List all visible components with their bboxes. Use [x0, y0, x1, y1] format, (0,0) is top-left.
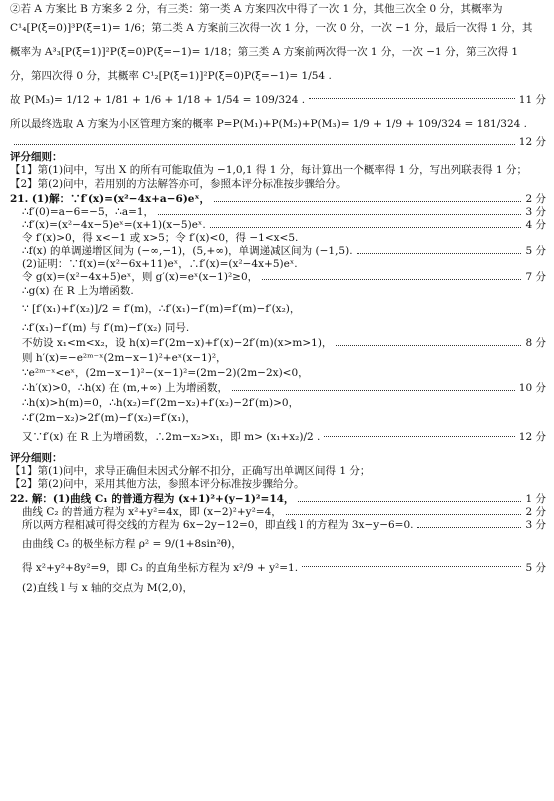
score-mark: 11 分: [518, 93, 546, 106]
solution-line: ∴h(x)>h(m)=0，∴h(x₂)=f′(2m−x₂)+f′(x₂)−2f′(m)>0，: [22, 397, 300, 410]
leader-dots: [158, 214, 521, 215]
grading-rules-heading: 评分细则：: [10, 151, 63, 164]
solution-line: 所以最终选取 A 方案为小区管理方案的概率 P=P(M₁)+P(M₂)+P(M₃)= 1/9 + 1/9 + 109/324 = 181/324 .: [10, 117, 527, 130]
score-line: [10, 245, 546, 258]
score-line: [10, 519, 546, 532]
solution-line: (2)直线 l 与 x 轴的交点为 M(2,0)，: [22, 582, 193, 595]
solution-line: 由曲线 C₃ 的极坐标方程 ρ² = 9/(1+8sin²θ)，: [22, 537, 242, 550]
solution-line: 又∵f′(x) 在 R 上为增函数，∴2m−x₂>x₁，即 m> (x₁+x₂)/2 .: [22, 430, 321, 443]
leader-dots: [336, 345, 521, 346]
score-line: [10, 219, 546, 232]
solution-line: 分，第四次得 0 分，其概率 C¹₂[P(ξ=1)]²P(ξ=0)P(ξ=−1)= 1/54 .: [10, 69, 332, 82]
solution-line: ∵ [f′(x₁)+f′(x₂)]/2 = f′(m)，∴f′(x₁)−f′(m)=f′(m)−f′(x₂)，: [22, 303, 301, 316]
leader-dots: [210, 227, 522, 228]
score-line: [10, 506, 546, 519]
score-mark: 12 分: [518, 136, 546, 149]
solution-line: ②若 A 方案比 B 方案多 2 分，有三类：第一类 A 方案四次中得了一次 1 分，其他三次全 0 分，其概率为: [10, 3, 503, 15]
solution-line: ∴g(x) 在 R 上为增函数.: [22, 284, 134, 297]
solution-line: ∵e²ᵐ⁻ˣ<eˣ，(2m−x−1)²−(x−1)²=(2m−2)(2m−2x)<0，: [22, 367, 309, 379]
score-line: [10, 382, 546, 395]
solution-line: 曲线 C₂ 的普通方程为 x²+y²=4x，即 (x−2)²+y²=4，: [22, 506, 282, 518]
question-21-start: 21. (1)解：∵f′(x)=(x²−4x+a−6)eˣ，: [10, 192, 210, 205]
grading-rule: 【1】第(1)问中，写出 X 的所有可能取值为 −1,0,1 得 1 分，每计算出一个概率得 1 分，写出列联表得 1 分；: [10, 164, 527, 177]
score-mark: 8 分: [525, 336, 546, 349]
solution-line: 令 f′(x)>0，得 x<−1 或 x>5；令 f′(x)<0，得 −1<x<5.: [22, 232, 299, 244]
score-mark: 3 分: [525, 519, 546, 532]
score-line: [10, 136, 546, 149]
solution-line: 所以两方程相减可得交线的方程为 6x−2y−12=0，即直线 l 的方程为 3x−y−6=0.: [22, 519, 414, 532]
solution-line: 得 x²+y²+8y²=9，即 C₃ 的直角坐标方程为 x²/9 + y²=1.: [22, 561, 299, 574]
leader-dots: [302, 566, 521, 567]
score-line: [10, 193, 546, 206]
leader-dots: [286, 514, 522, 515]
score-mark: 2 分: [525, 192, 546, 205]
solution-line: ∴f(x) 的单调递增区间为 (−∞,−1)，(5,+∞)，单调递减区间为 (−1,5).: [22, 245, 353, 258]
score-mark: 12 分: [518, 430, 546, 443]
leader-dots: [298, 501, 521, 502]
solution-line: ∴f′(x)=(x²−4x−5)eˣ=(x+1)(x−5)eˣ.: [22, 218, 206, 231]
solution-line: ∴f′(0)=a−6=−5，∴a=1，: [22, 205, 155, 218]
score-line: [10, 556, 546, 580]
score-mark: 7 分: [525, 271, 546, 284]
score-mark: 3 分: [525, 205, 546, 218]
score-line: [10, 493, 546, 506]
score-mark: 1 分: [525, 492, 546, 505]
solution-line: 令 g(x)=(x²−4x+5)eˣ，则 g′(x)=eˣ(x−1)²≥0，: [22, 271, 259, 284]
solution-line: ∴f′(x₁)−f′(m) 与 f′(m)−f′(x₂) 同号.: [22, 321, 190, 334]
score-mark: 5 分: [525, 245, 546, 258]
score-mark: 4 分: [525, 218, 546, 231]
grading-rule: 【1】第(1)问中，求导正确但未因式分解不扣分，正确写出单调区间得 1 分；: [10, 464, 371, 477]
score-line: [10, 271, 546, 284]
score-mark: 10 分: [518, 382, 546, 395]
leader-dots: [262, 279, 521, 280]
grading-rule: 【2】第(2)问中，采用其他方法，参照本评分标准按步骤给分。: [10, 477, 305, 490]
score-line: [10, 206, 546, 219]
leader-dots: [14, 144, 515, 145]
leader-dots: [324, 436, 514, 437]
grading-rules-heading: 评分细则：: [10, 451, 63, 464]
solution-line: ∴f′(2m−x₂)>2f′(m)−f′(x₂)=f′(x₁)，: [22, 412, 196, 425]
solution-line: 概率为 A³₃[P(ξ=1)]²P(ξ=0)P(ξ=−1)= 1/18；第三类 A 方案前两次得一次 1 分，一次 −1 分，第三次得 1: [10, 45, 519, 58]
leader-dots: [232, 390, 515, 391]
solution-line: 不妨设 x₁<m<x₂，设 h(x)=f′(2m−x)+f′(x)−2f′(m)(x>m>1)，: [22, 336, 333, 349]
solution-line: C¹₄[P(ξ=0)]³P(ξ=1)= 1/6；第二类 A 方案前三次得一次 1 分，一次 0 分，一次 −1 分，最后一次得 1 分，其: [10, 21, 533, 34]
score-mark: 2 分: [525, 506, 546, 518]
score-line: [10, 337, 546, 350]
leader-dots: [417, 527, 521, 528]
solution-line: 则 h′(x)=−e²ᵐ⁻ˣ(2m−x−1)²+eˣ(x−1)²，: [22, 351, 227, 364]
leader-dots: [357, 253, 522, 254]
leader-dots: [309, 98, 515, 99]
grading-rule: 【2】第(2)问中，若用别的方法解答亦可，参照本评分标准按步骤给分。: [10, 177, 347, 190]
solution-line: 故 P(M₃)= 1/12 + 1/81 + 1/6 + 1/18 + 1/54 = 109/324 .: [10, 93, 306, 106]
score-line: [10, 88, 546, 112]
solution-line: ∴h′(x)>0，∴h(x) 在 (m,+∞) 上为增函数，: [22, 382, 229, 395]
score-mark: 5 分: [525, 561, 546, 574]
leader-dots: [214, 201, 521, 202]
solution-line: (2)证明：∵f(x)=(x²−6x+11)eˣ，∴f′(x)=(x²−4x+5)eˣ.: [22, 258, 298, 271]
question-22-start: 22. 解：(1)曲线 C₁ 的普通方程为 (x+1)²+(y−1)²=14，: [10, 492, 295, 505]
score-line: [10, 426, 546, 450]
